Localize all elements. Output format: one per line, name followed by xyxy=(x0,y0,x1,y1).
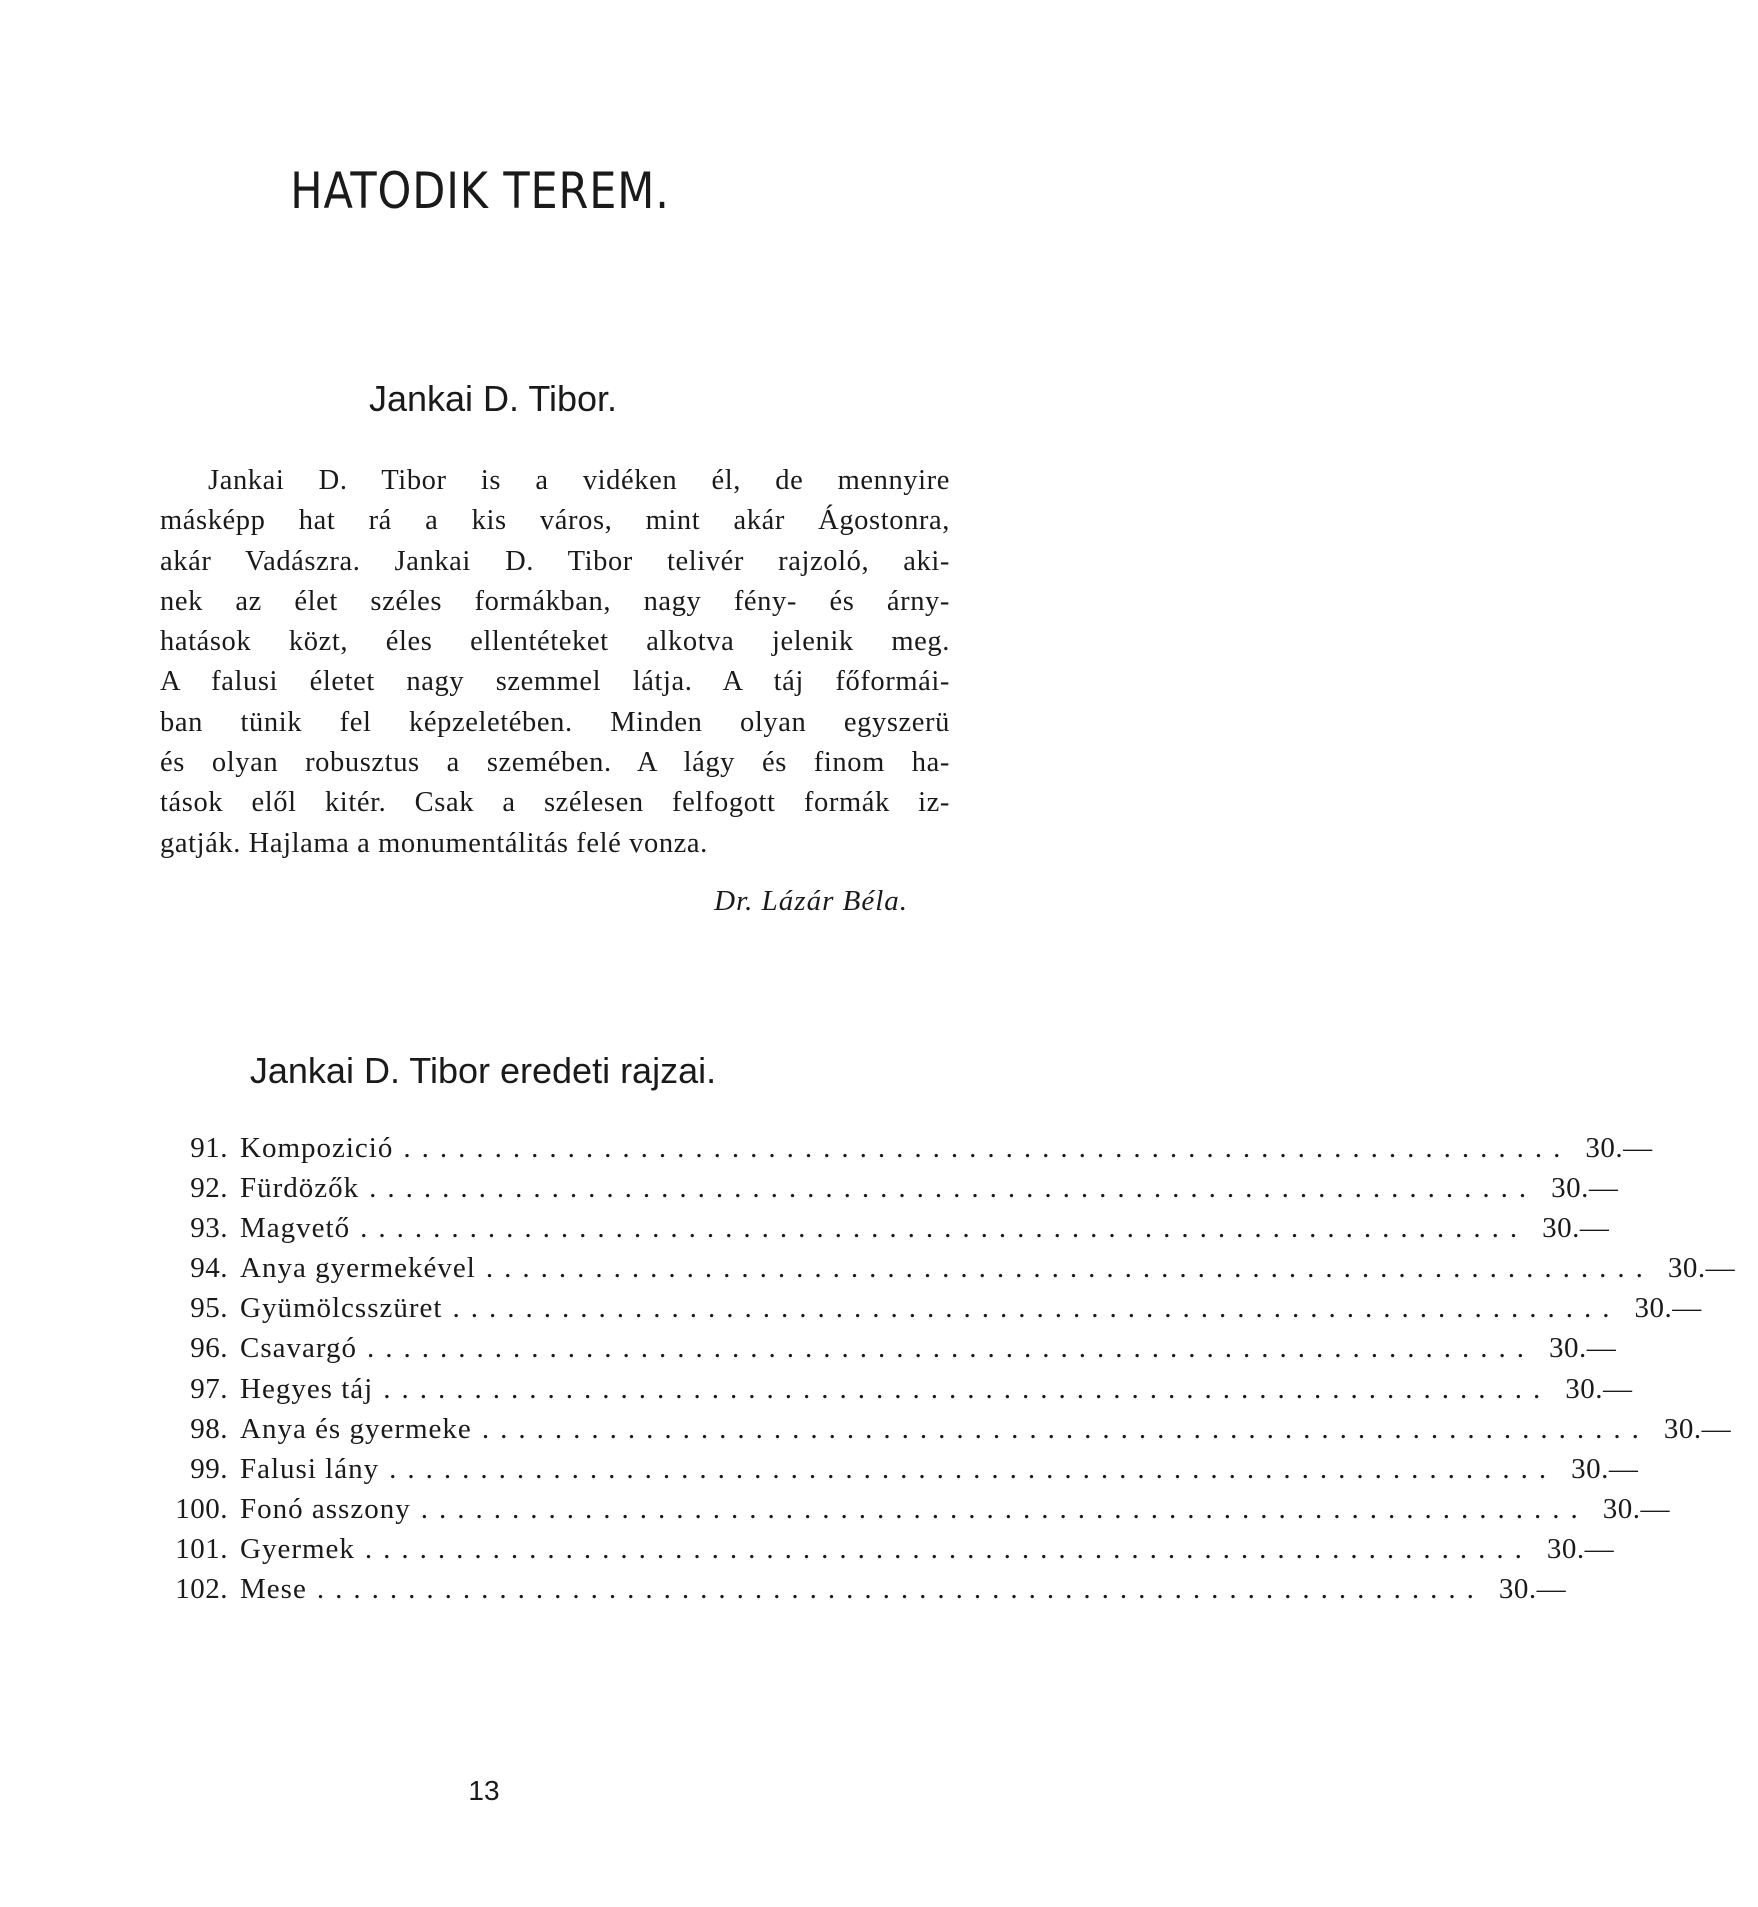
work-price: 30.— xyxy=(1551,1172,1619,1205)
work-number: 96. xyxy=(190,1332,228,1365)
dot-leader: ................................................................ xyxy=(403,1132,1572,1164)
dot-leader: ................................................................ xyxy=(485,1252,1654,1285)
work-entry xyxy=(152,1452,1639,1493)
work-price: 30.— xyxy=(1667,1252,1736,1285)
dot-leader: ................................................................ xyxy=(389,1452,1558,1485)
work-price: 30.— xyxy=(1498,1573,1567,1606)
description-line: akár Vadászra. Jankai D. Tibor telivér rajzoló, aki- xyxy=(160,545,950,577)
work-price: 30.— xyxy=(1602,1492,1670,1525)
artist-description xyxy=(160,461,950,864)
work-title: Csavargó xyxy=(240,1332,358,1365)
work-number: 98. xyxy=(190,1412,228,1445)
work-number: 102. xyxy=(175,1573,228,1606)
description-line: gatják. Hajlama a monumentálitás felé vonza. xyxy=(160,827,708,859)
artist-heading: Jankai D. Tibor. xyxy=(368,378,618,419)
work-price: 30.— xyxy=(1634,1292,1702,1325)
work-title: Gyermek xyxy=(240,1532,355,1565)
work-entry xyxy=(152,1532,1615,1573)
work-entry xyxy=(152,1172,1619,1212)
dot-leader: ................................................................ xyxy=(316,1573,1485,1606)
page-number: 13 xyxy=(468,1775,500,1806)
work-entry xyxy=(152,1573,1567,1613)
work-title: Hegyes táj xyxy=(240,1372,374,1405)
work-entry xyxy=(152,1252,1736,1292)
work-number: 101. xyxy=(175,1532,228,1565)
description-line: másképp hat rá a kis város, mint akár Ágostonra, xyxy=(160,505,950,537)
work-title: Fonó asszony xyxy=(240,1492,411,1525)
work-title: Gyümölcsszüret xyxy=(240,1292,443,1325)
work-title: Falusi lány xyxy=(240,1452,380,1485)
work-number: 95. xyxy=(190,1292,228,1325)
work-entry xyxy=(152,1132,1653,1172)
work-title: Fürdözők xyxy=(240,1172,360,1205)
work-title: Kompozició xyxy=(240,1132,394,1164)
work-entry xyxy=(152,1372,1633,1413)
work-price: 30.— xyxy=(1549,1332,1617,1365)
work-price: 30.— xyxy=(1542,1212,1610,1245)
dot-leader: ................................................................ xyxy=(360,1212,1529,1245)
dot-leader: ................................................................ xyxy=(420,1492,1589,1525)
work-price: 30.— xyxy=(1585,1132,1653,1164)
description-line: ban tünik fel képzeletében. Minden olyan egyszerü xyxy=(160,706,950,738)
works-list xyxy=(152,1132,1736,1613)
work-price: 30.— xyxy=(1663,1412,1732,1445)
description-line: A falusi életet nagy szemmel látja. A táj főformái- xyxy=(160,666,950,698)
work-price: 30.— xyxy=(1571,1452,1639,1485)
work-number: 99. xyxy=(190,1452,228,1485)
description-line: és olyan robusztus a szemében. A lágy és finom ha- xyxy=(160,747,950,779)
dot-leader: ................................................................ xyxy=(481,1412,1650,1445)
description-line: hatások közt, éles ellentéteket alkotva jelenik meg. xyxy=(160,626,950,658)
room-title: HATODIK TEREM. xyxy=(290,162,670,220)
description-line: tások elől kitér. Csak a szélesen felfogott formák iz- xyxy=(160,787,950,819)
work-entry xyxy=(152,1212,1610,1252)
work-number: 93. xyxy=(190,1212,228,1245)
work-entry xyxy=(152,1412,1732,1453)
work-price: 30.— xyxy=(1565,1372,1633,1405)
work-entry xyxy=(152,1332,1617,1372)
work-number: 100. xyxy=(175,1492,228,1525)
dot-leader: ................................................................ xyxy=(452,1292,1621,1325)
signature: Dr. Lázár Béla. xyxy=(714,885,908,917)
works-list-heading: Jankai D. Tibor eredeti rajzai. xyxy=(249,1050,717,1091)
work-price: 30.— xyxy=(1546,1532,1615,1565)
dot-leader: ................................................................ xyxy=(364,1532,1533,1565)
description-line: nek az élet széles formákban, nagy fény- és árny- xyxy=(160,585,950,617)
dot-leader: ................................................................ xyxy=(383,1372,1552,1405)
dot-leader: ................................................................ xyxy=(367,1332,1536,1365)
work-entry xyxy=(152,1292,1702,1332)
description-line: Jankai D. Tibor is a vidéken él, de mennyire xyxy=(208,465,950,496)
dot-leader: ................................................................ xyxy=(369,1172,1538,1205)
work-title: Mese xyxy=(240,1573,307,1606)
work-title: Magvető xyxy=(240,1212,351,1245)
work-title: Anya és gyermeke xyxy=(240,1412,472,1445)
work-number: 94. xyxy=(190,1252,228,1285)
work-number: 92. xyxy=(190,1172,228,1205)
work-number: 97. xyxy=(190,1372,228,1405)
work-entry xyxy=(152,1492,1670,1533)
work-title: Anya gyermekével xyxy=(240,1252,476,1285)
work-number: 91. xyxy=(190,1132,228,1164)
